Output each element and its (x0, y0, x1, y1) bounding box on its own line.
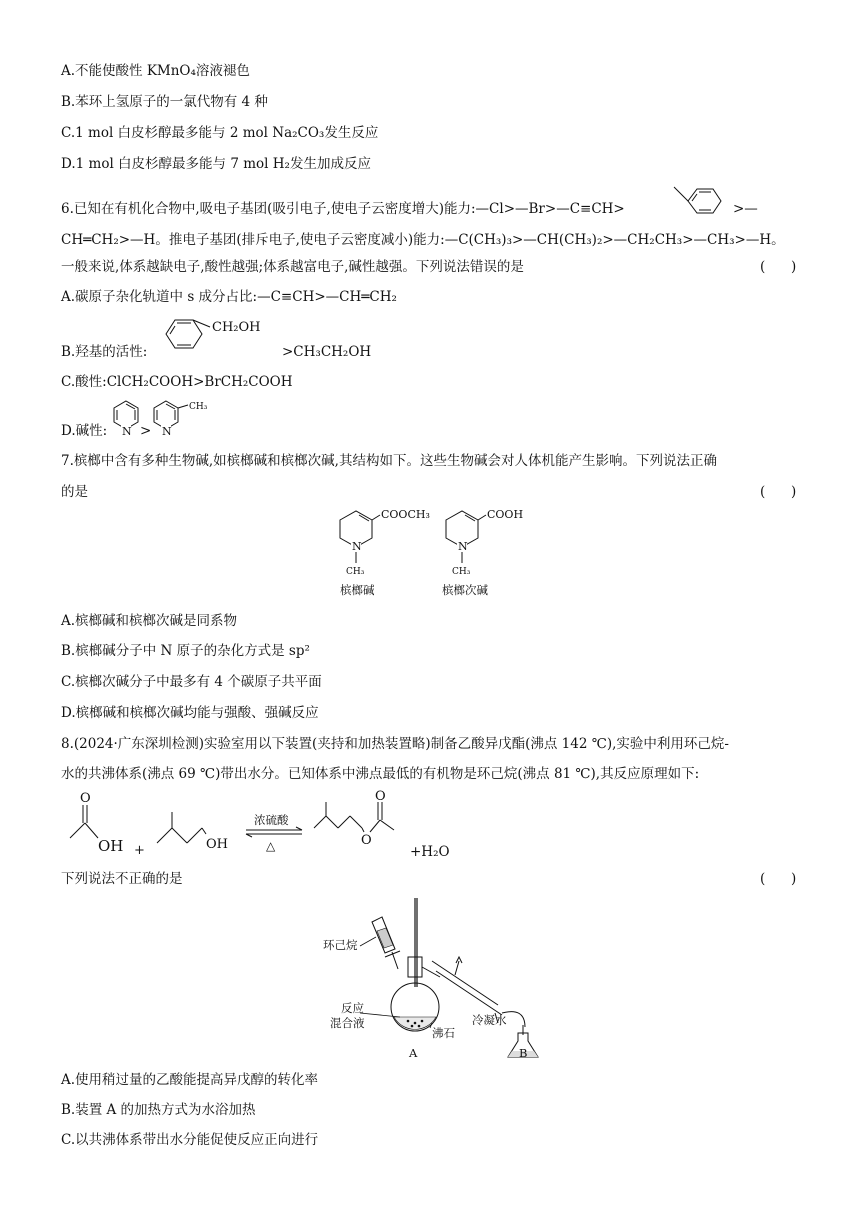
q8-label-apparatus-b: B (519, 1046, 528, 1060)
q8-label-cyclohexane: 环己烷 (323, 938, 358, 952)
q5-option-d: D.1 mol 白皮杉醇最多能与 7 mol H₂发生加成反应 (61, 156, 371, 172)
q6-option-b-prefix: B.羟基的活性: (61, 344, 148, 360)
q7-arecoline-structure (318, 505, 438, 600)
q6-answer-bracket: ( ) (760, 259, 797, 275)
q6-stem-line-1a: 6.已知在有机化合物中,吸电子基团(吸引电子,使电子云密度增大)能力:—Cl>—Br>—C≡CH> (61, 201, 625, 217)
q7-answer-bracket: ( ) (760, 484, 797, 500)
q7-arecaidine-name: 槟榔次碱 (442, 583, 488, 597)
q5-option-a: A.不能使酸性 KMnO₄溶液褪色 (61, 63, 250, 79)
q6-option-b-suffix: >CH₃CH₂OH (282, 344, 372, 360)
q6-stem-line-3: 一般来说,体系越缺电子,酸性越强;体系越富电子,碱性越强。下列说法错误的是 (61, 259, 524, 275)
q6-methyl-label: CH₃ (189, 402, 208, 412)
q8-acid-oh-label: OH (98, 837, 124, 855)
q8-option-a: A.使用稍过量的乙酸能提高异戊醇的转化率 (61, 1072, 319, 1088)
q6-stem-line-1b: >— (733, 201, 758, 217)
q8-water-product: +H₂O (410, 844, 450, 860)
q8-stem-line-1: 8.(2024·广东深圳检测)实验室用以下装置(夹持和加热装置略)制备乙酸异戊酯(沸点 142 ℃),实验中利用环己烷- (61, 736, 729, 752)
q7-stem-line-1: 7.槟榔中含有多种生物碱,如槟榔碱和槟榔次碱,其结构如下。这些生物碱会对人体机能产生影响。下列说法正确 (61, 453, 717, 469)
q8-stem-line-2: 水的共沸体系(沸点 69 ℃)带出水分。已知体系中沸点最低的有机物是环己烷(沸点 81 ℃),其反应原理如下: (61, 766, 700, 782)
q8-label-mixture-2: 混合液 (330, 1016, 365, 1030)
q6-option-d-prefix: D.碱性: (61, 423, 108, 439)
q6-pyridine-n-label: N (122, 425, 132, 438)
q8-apparatus-diagram (320, 895, 550, 1067)
q8-answer-bracket: ( ) (760, 871, 797, 887)
q6-methylpyridine-structure (148, 397, 220, 439)
q8-label-apparatus-a: A (409, 1046, 418, 1060)
q8-ester-o-label: O (361, 833, 372, 848)
q8-label-cold-water: 冷凝水 (472, 1013, 507, 1027)
q8-catalyst-label: 浓硫酸 (254, 813, 289, 827)
q7-option-d: D.槟榔碱和槟榔次碱均能与强酸、强碱反应 (61, 705, 319, 721)
q8-option-c: C.以共沸体系带出水分能促使反应正向进行 (61, 1132, 319, 1148)
q6-benzyl-alcohol-structure (160, 312, 280, 358)
q8-label-mixture-1: 反应 (341, 1001, 364, 1015)
q8-heat-label: △ (266, 839, 276, 853)
q6-option-a: A.碳原子杂化轨道中 s 成分占比:—C≡CH>—CH═CH₂ (61, 289, 397, 305)
q8-ester-carbonyl-o-label: O (375, 789, 386, 804)
q6-pyridine-structure (108, 397, 144, 439)
q6-option-c: C.酸性:ClCH₂COOH>BrCH₂COOH (61, 374, 293, 390)
q5-option-b: B.苯环上氢原子的一氯代物有 4 种 (61, 94, 268, 110)
q6-methylpyridine-n-label: N (162, 425, 172, 438)
q8-label-boiling-chip: 沸石 (432, 1026, 455, 1040)
q7-arecoline-group-label: COOCH₃ (381, 508, 430, 521)
q8-alcohol-oh-label: OH (206, 837, 228, 852)
q7-option-a: A.槟榔碱和槟榔次碱是同系物 (61, 613, 238, 629)
q6-stem-line-2: CH═CH₂>—H。推电子基团(排斥电子,使电子云密度减小)能力:—C(CH₃)₃>—CH(CH₃)₂>—CH₂CH₃>—CH₃>—H。 (61, 232, 785, 248)
q8-plus-sign: + (134, 843, 145, 858)
q7-arecoline-methyl-label: CH₃ (346, 567, 365, 577)
q8-option-b: B.装置 A 的加热方式为水浴加热 (61, 1102, 256, 1118)
q8-reaction-equation (60, 790, 460, 860)
q6-option-d-gt: > (140, 423, 152, 439)
q6-benzyl-group-label: CH₂OH (212, 320, 261, 335)
q7-arecoline-n-label: N (352, 540, 362, 553)
q6-phenyl-structure (668, 181, 728, 221)
q7-stem-line-2: 的是 (61, 484, 88, 500)
q7-arecaidine-group-label: COOH (487, 508, 524, 521)
q8-stem-line-3: 下列说法不正确的是 (61, 871, 183, 887)
q7-arecaidine-methyl-label: CH₃ (452, 567, 471, 577)
q7-arecaidine-n-label: N (458, 540, 468, 553)
q7-arecoline-name: 槟榔碱 (340, 583, 375, 597)
q7-option-c: C.槟榔次碱分子中最多有 4 个碳原子共平面 (61, 674, 322, 690)
q7-option-b: B.槟榔碱分子中 N 原子的杂化方式是 sp² (61, 643, 310, 659)
q8-acid-o-label: O (80, 791, 91, 806)
q5-option-c: C.1 mol 白皮杉醇最多能与 2 mol Na₂CO₃发生反应 (61, 125, 379, 141)
